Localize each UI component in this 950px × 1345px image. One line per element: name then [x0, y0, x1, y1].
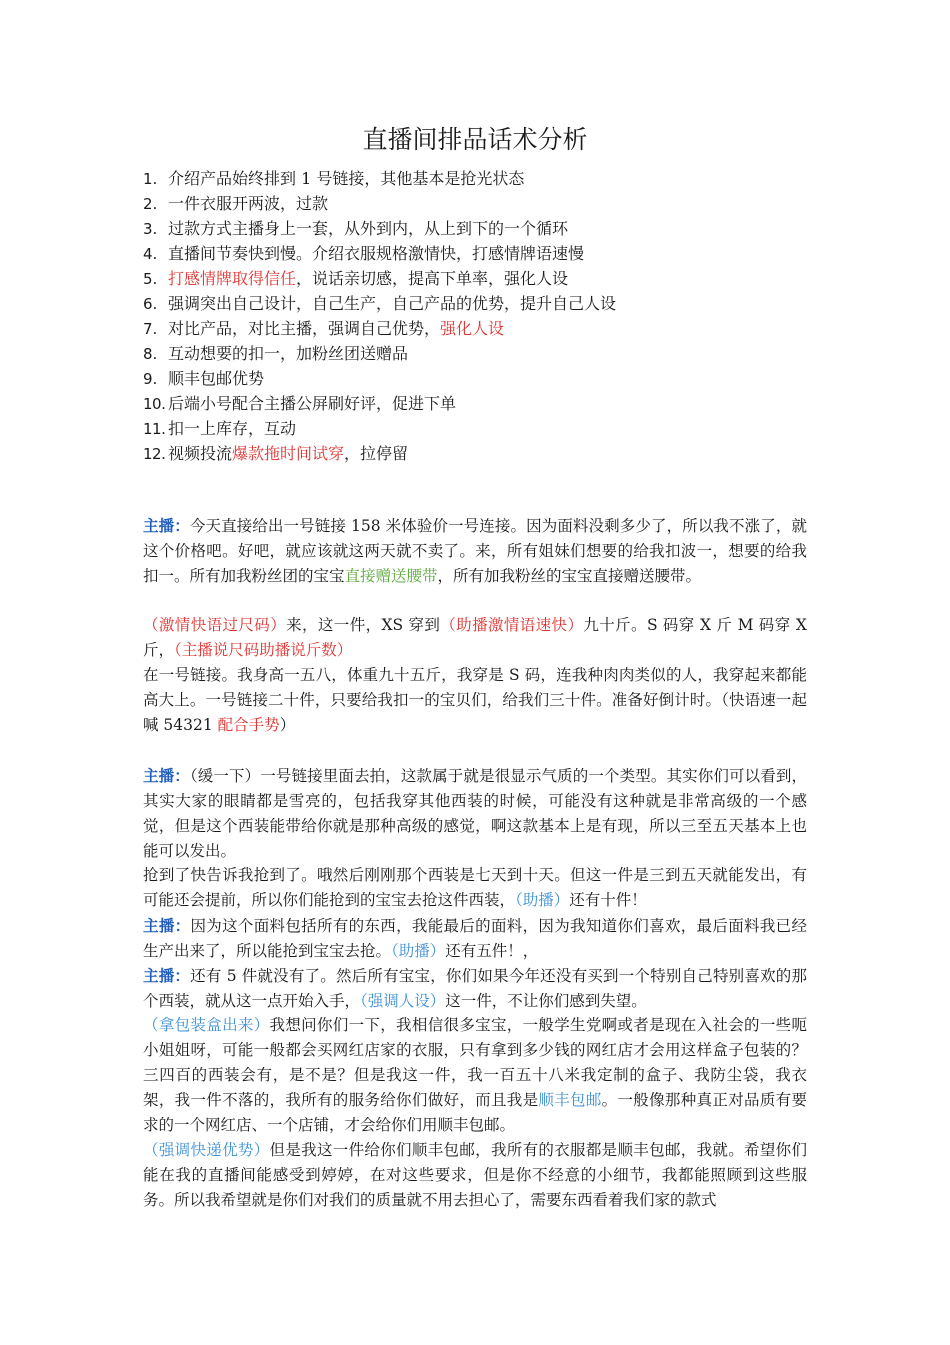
- highlight-text: 爆款拖时间试穿: [232, 444, 345, 463]
- list-item-text: 过款方式主播身上一套，从外到内，从上到下的一个循环: [168, 219, 569, 238]
- list-item-text: 对比产品，对比主播，强调自己优势，: [168, 319, 441, 338]
- script-paragraph: [143, 913, 807, 964]
- list-item-number: 6.: [143, 295, 158, 313]
- paragraph-text: 九十斤。S 码穿 X 斤 M 码穿 X 斤，: [143, 616, 807, 659]
- list-item: [143, 266, 616, 291]
- speaker-label: 主播：: [143, 916, 191, 935]
- paragraph-text: 还有十件！: [569, 891, 647, 909]
- speaker-label: 主播：: [143, 966, 191, 985]
- paragraph-text: 今天直接给出一号链接 158 米体验价一号连接。因为面料没剩多少了，所以我不涨了，就这个价格吧。好吧，就应该就这两天就不卖了。来，所有姐妹们想要的给我扣波一，想要的给我扣一。所有加我粉丝团的宝宝: [143, 517, 807, 585]
- list-item-text: 视频投流: [168, 444, 233, 463]
- stage-direction: 配合手势: [217, 716, 280, 734]
- list-item: [143, 391, 616, 416]
- speaker-label: 主播：: [143, 766, 190, 785]
- paragraph-text: 但是我这一件给你们顺丰包邮，我所有的衣服都是顺丰包邮，我就。希望你们能在我的直播间能感受到婷婷，在对这些要求，但是你不经意的小细节，我都能照顾到这些服务。所以我希望就是你们对我们的质量就不用去担心了，需要东西看着我们家的款式: [143, 1141, 807, 1209]
- list-item: [143, 341, 616, 366]
- list-item-number: 2.: [143, 195, 158, 213]
- script-paragraph: [143, 963, 807, 1014]
- list-item-number: 9.: [143, 370, 158, 388]
- list-item-number: 1.: [143, 170, 158, 188]
- list-item-number: 11.: [143, 420, 166, 438]
- stage-direction: （助播）: [515, 891, 570, 909]
- list-item-text: 扣一上库存，互动: [168, 419, 297, 438]
- paragraph-text: ，所有加我粉丝的宝宝直接赠送腰带。: [437, 567, 702, 585]
- stage-direction: 直接赠送腰带: [344, 567, 438, 585]
- list-item-number: 8.: [143, 345, 158, 363]
- stage-direction: （拿包装盒出来）: [143, 1016, 270, 1034]
- list-item: [143, 416, 616, 441]
- list-item-text: 互动想要的扣一，加粉丝团送赠品: [168, 344, 409, 363]
- list-item-text: 后端小号配合主播公屏刷好评，促进下单: [168, 394, 457, 413]
- script-paragraph: [143, 1138, 807, 1213]
- list-item: [143, 366, 616, 391]
- list-item-text: 强调突出自己设计，自己生产，自己产品的优势，提升自己人设: [168, 294, 617, 313]
- list-item-number: 12.: [143, 445, 166, 463]
- list-item-text: 直播间节奏快到慢。介绍衣服规格激情快，打感情牌语速慢: [168, 244, 585, 263]
- paragraph-text: 我想问你们一下，我相信很多宝宝，一般学生党啊或者是现在入社会的一些呃小姐姐呀，可能一般都会买网红店家的衣服，只有拿到多少钱的网红店才会用这样盒子包装的？三四百的西装会有，是不是？但是我这一件，我一百五十八米我定制的盒子、我防尘袋，我衣架，我一件不落的，我所有的服务给你们做好，而且我是: [143, 1016, 807, 1109]
- list-item: [143, 291, 616, 316]
- list-item: [143, 241, 616, 266]
- stage-direction: 顺丰包邮: [538, 1091, 602, 1109]
- paragraph-text: 还有 5 件就没有了。然后所有宝宝，你们如果今年还没有买到一个特别自己特别喜欢的那个西装，就从这一点开始入手，: [143, 967, 807, 1010]
- list-item: [143, 166, 616, 191]
- list-item-number: 3.: [143, 220, 158, 238]
- list-item-text: 顺丰包邮优势: [168, 369, 265, 388]
- list-item-number: 4.: [143, 245, 158, 263]
- list-item: [143, 441, 616, 466]
- stage-direction: （助播）: [391, 942, 446, 960]
- script-paragraph: [143, 513, 807, 589]
- paragraph-text: ）: [279, 716, 296, 734]
- list-item-text: ，拉停留: [344, 444, 409, 463]
- script-paragraph: [143, 863, 807, 913]
- list-item-number: 7.: [143, 320, 158, 338]
- script-paragraph: [143, 613, 807, 663]
- list-item: [143, 216, 616, 241]
- list-item-text: 介绍产品始终排到 1 号链接，其他基本是抢光状态: [168, 169, 525, 188]
- script-paragraph: [143, 1013, 807, 1138]
- stage-direction: （强调快递优势）: [143, 1141, 270, 1159]
- paragraph-text: （缓一下）一号链接里面去拍，这款属于就是很显示气质的一个类型。其实你们可以看到，其实大家的眼睛都是雪亮的，包括我穿其他西装的时候，可能没有这种就是非常高级的一个感觉，但是这个西装能带给你就是那种高级的感觉，啊这款基本上是有现，所以三至五天基本上也能可以发出。: [143, 767, 807, 860]
- highlight-text: 打感情牌取得信任: [168, 269, 297, 288]
- paragraph-text: 抢到了快告诉我抢到了。哦然后刚刚那个西装是七天到十天。但这一件是三到五天就能发出，有可能还会提前，所以你们能抢到的宝宝去抢这件西装，: [143, 866, 807, 909]
- page-title: 直播间排品话术分析: [362, 125, 588, 154]
- stage-direction: （助播激情语速快）: [440, 616, 584, 634]
- highlight-text: 强化人设: [440, 319, 505, 338]
- list-item-text: ，说话亲切感，提高下单率，强化人设: [296, 269, 569, 288]
- list-item-number: 10.: [143, 395, 166, 413]
- script-paragraph: [143, 763, 807, 864]
- stage-direction: （强调人设）: [360, 992, 446, 1010]
- stage-direction: （主播说尺码助播说斤数）: [174, 641, 353, 659]
- paragraph-text: 。一般像那种真正对品质有要求的一个网红店、一个店铺，才会给你们用顺丰包邮。: [143, 1091, 807, 1134]
- speaker-label: 主播：: [143, 516, 190, 535]
- paragraph-text: 还有五件！，: [445, 942, 539, 960]
- summary-list: [143, 166, 616, 466]
- script-paragraph: [143, 663, 807, 738]
- stage-direction: （激情快语过尺码）: [143, 616, 287, 634]
- paragraph-text: 在一号链接。我身高一五八，体重九十五斤，我穿是 S 码，连我种肉肉类似的人，我穿起来都能高大上。一号链接二十件，只要给我扣一的宝贝们，给我们三十件。准备好倒计时。（快语速一起喊 54321: [143, 666, 807, 734]
- list-item: [143, 191, 616, 216]
- list-item-number: 5.: [143, 270, 158, 288]
- paragraph-text: 来，这一件，XS 穿到: [286, 616, 441, 634]
- paragraph-text: 这一件，不让你们感到失望。: [445, 992, 647, 1010]
- list-item: [143, 316, 616, 341]
- list-item-text: 一件衣服开两波，过款: [168, 194, 329, 213]
- paragraph-text: 因为这个面料包括所有的东西，我能最后的面料，因为我知道你们喜欢，最后面料我已经生产出来了，所以能抢到宝宝去抢。: [143, 917, 807, 960]
